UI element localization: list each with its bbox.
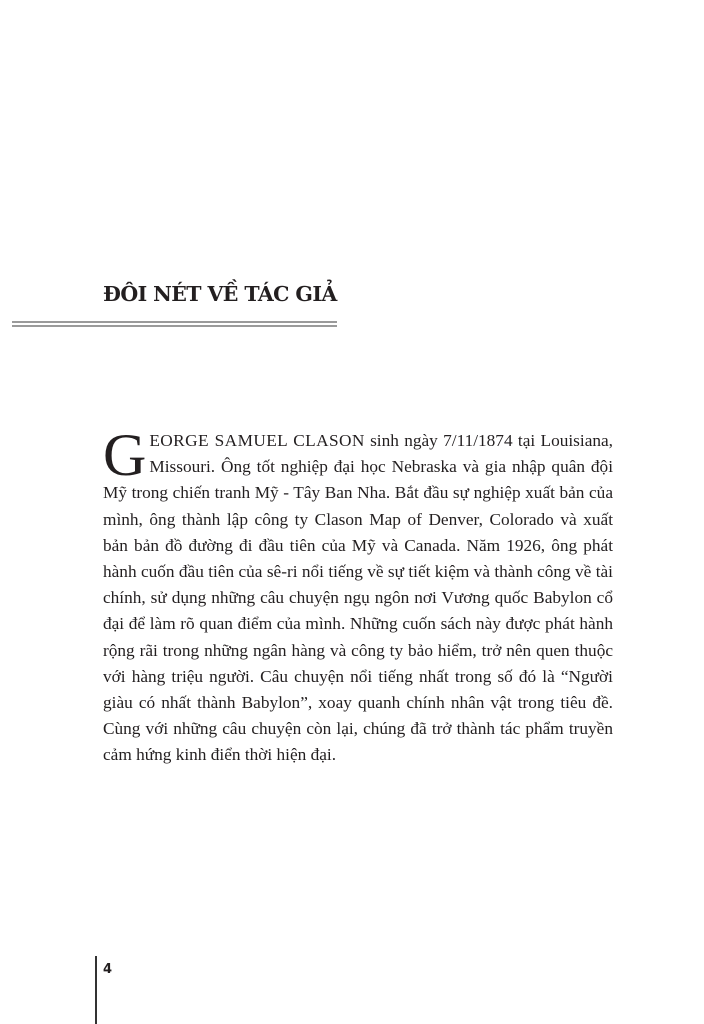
drop-cap: G bbox=[103, 422, 147, 488]
title-underline-top bbox=[12, 321, 337, 323]
biography-text: sinh ngày 7/11/1874 tại Louisiana, Missouri. Ông tốt nghiệp đại học Nebraska và gia nhập quân đội Mỹ trong chiến tranh Mỹ - Tây Ban Nha. Bắt đầu sự nghiệp xuất bản của mình, ông thành lập công ty Clason Map of Denver, Colorado và xuất bản bản đồ đường đi đầu tiên của Mỹ và Canada. Năm 1926, ông phát hành cuốn đầu tiên của sê-ri nổi tiếng về sự tiết kiệm và thành công về tài chính, sử dụng những câu chuyện ngụ ngôn nơi Vương quốc Babylon cổ đại để làm rõ quan điểm của mình. Những cuốn sách này được phát hành rộng rãi trong những ngân hàng và công ty bảo hiểm, trở nên quen thuộc với hàng triệu người. Câu chuyện nổi tiếng nhất trong số đó là “Người giàu có nhất thành Babylon”, xoay quanh chính nhân vật trong tiêu đề. Cùng với những câu chuyện còn lại, chúng đã trở thành tác phẩm truyền cảm hứng kinh điển thời hiện đại. bbox=[103, 431, 613, 765]
author-name: EORGE SAMUEL CLASON bbox=[149, 431, 365, 450]
footer-vertical-rule bbox=[95, 956, 97, 1024]
title-underline-bottom bbox=[12, 325, 337, 327]
page-number: 4 bbox=[103, 962, 113, 977]
author-biography bbox=[103, 422, 613, 769]
section-title: ĐÔI NÉT VỀ TÁC GIẢ bbox=[103, 282, 337, 306]
